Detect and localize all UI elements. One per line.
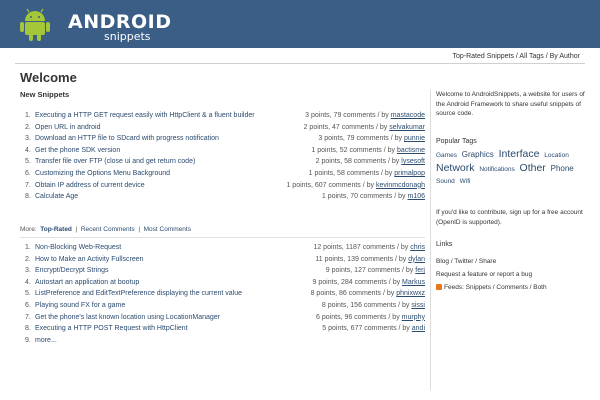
new-snippets-heading: New Snippets xyxy=(20,90,70,99)
snippet-title-link[interactable]: How to Make an Activity Fullscreen xyxy=(35,255,144,263)
snippet-stats: 5 points, 677 comments / by xyxy=(322,325,412,333)
snippet-meta xyxy=(311,288,425,300)
snippet-row xyxy=(20,191,425,203)
tag-link[interactable]: Other xyxy=(519,162,546,174)
tabs-divider xyxy=(20,237,425,238)
snippet-title-link[interactable]: Executing a HTTP POST Request with HttpClient xyxy=(35,325,188,333)
snippet-stats: 1 points, 58 comments / by xyxy=(308,169,395,177)
nav-by-author[interactable]: By Author xyxy=(549,53,580,60)
snippet-stats: 6 points, 96 comments / by xyxy=(316,313,402,321)
new-snippets-list xyxy=(20,110,425,203)
feeds-label: Feeds: Snippets / Comments / Both xyxy=(444,284,547,291)
tag-link[interactable]: Interface xyxy=(498,148,540,160)
row-number: 1. xyxy=(25,244,31,251)
snippet-meta xyxy=(316,156,425,168)
row-number: 3. xyxy=(25,135,31,143)
snippet-row xyxy=(20,168,425,180)
sidebar-links xyxy=(436,255,586,294)
snippet-title-link[interactable]: Non-Blocking Web-Request xyxy=(35,244,122,251)
nav-separator: / xyxy=(543,53,550,60)
android-robot-icon xyxy=(20,8,50,42)
snippet-meta xyxy=(305,110,425,122)
contribute-text: If you'd like to contribute, sign up for a free account (OpenID is supported). xyxy=(436,209,583,226)
snippet-row xyxy=(20,254,425,266)
snippet-stats: 12 points, 1187 comments / by xyxy=(313,244,411,251)
author-link[interactable]: bactisme xyxy=(396,146,425,154)
row-number: 7. xyxy=(25,313,31,321)
more-tabs xyxy=(20,226,191,233)
snippet-stats: 8 points, 86 comments / by xyxy=(310,290,397,298)
top-navigation xyxy=(452,53,580,60)
snippet-row xyxy=(20,156,425,168)
row-number: 5. xyxy=(25,290,31,298)
snippet-stats: 1 points, 70 comments / by xyxy=(321,193,408,201)
more-label: More: xyxy=(20,226,37,233)
site-logo[interactable] xyxy=(20,8,172,43)
snippet-stats: 1 points, 607 comments / by xyxy=(286,181,376,189)
snippet-row xyxy=(20,300,425,312)
author-link[interactable]: m106 xyxy=(407,193,425,201)
author-link[interactable]: chris xyxy=(410,244,425,251)
row-number: 6. xyxy=(25,169,31,177)
snippet-stats: 11 points, 139 comments / by xyxy=(315,255,409,263)
snippet-row xyxy=(20,145,425,157)
snippet-meta xyxy=(309,168,425,180)
snippet-meta xyxy=(316,312,425,324)
snippet-meta xyxy=(311,145,425,157)
row-number: 7. xyxy=(25,181,31,189)
snippet-stats: 9 points, 127 comments / by xyxy=(325,267,416,275)
tab-top-rated[interactable]: Top-Rated xyxy=(40,226,72,233)
snippet-title-link[interactable]: Playing sound FX for a game xyxy=(35,301,126,309)
author-link[interactable]: lysesoft xyxy=(401,158,425,166)
author-link[interactable]: selvakumar xyxy=(389,123,425,131)
row-number: 4. xyxy=(25,146,31,154)
tag-link[interactable]: Sound xyxy=(436,178,455,185)
snippet-row xyxy=(20,312,425,324)
snippet-stats: 3 points, 79 comments / by xyxy=(318,135,404,143)
snippet-title-link[interactable]: ListPreference and EditTextPreference displaying the current value xyxy=(35,290,243,298)
row-number: 2. xyxy=(25,255,31,263)
snippet-row xyxy=(20,180,425,192)
snippet-meta xyxy=(322,191,425,203)
author-link[interactable]: punnie xyxy=(403,135,425,143)
author-link[interactable]: ferj xyxy=(415,267,425,275)
snippet-meta xyxy=(313,242,425,254)
snippet-meta xyxy=(318,133,425,145)
snippet-row xyxy=(20,335,425,347)
snippet-stats: 8 points, 156 comments / by xyxy=(321,301,412,309)
row-number: 8. xyxy=(25,193,31,201)
snippet-title-link[interactable]: Executing a HTTP GET request easily with HttpClient & a fluent builder xyxy=(35,112,255,119)
author-link[interactable]: andi xyxy=(411,325,425,333)
top-rated-list xyxy=(20,242,425,346)
sidebar xyxy=(436,90,586,291)
snippet-meta xyxy=(315,254,425,266)
snippet-row xyxy=(20,288,425,300)
row-number: 2. xyxy=(25,123,31,131)
tab-separator: | xyxy=(75,226,78,233)
snippet-row xyxy=(20,265,425,277)
page-title: Welcome xyxy=(20,70,77,85)
links-heading: Links xyxy=(436,241,453,248)
tab-recent-comments[interactable]: Recent Comments xyxy=(80,226,135,233)
snippet-title-link[interactable]: more... xyxy=(35,336,57,344)
tag-link[interactable]: Phone xyxy=(550,164,574,173)
popular-tags-heading: Popular Tags xyxy=(436,138,477,145)
nav-all-tags[interactable]: All Tags xyxy=(519,53,544,60)
snippet-title-link[interactable]: Download an HTTP file to SDcard with progress notification xyxy=(35,135,219,143)
snippet-stats: 2 points, 58 comments / by xyxy=(315,158,402,166)
sidebar-intro: Welcome to AndroidSnippets, a website for users of the Android Framework to share useful snippets of source code. xyxy=(436,91,585,117)
snippet-title-link[interactable]: Calculate Age xyxy=(35,193,79,201)
snippet-meta xyxy=(304,122,425,134)
tag-link[interactable]: Network xyxy=(436,162,475,174)
snippet-row xyxy=(20,133,425,145)
snippet-title-link[interactable]: Obtain IP address of current device xyxy=(35,181,145,189)
author-link[interactable]: phnixwxz xyxy=(396,290,425,298)
snippet-stats: 9 points, 284 comments / by xyxy=(312,278,403,286)
snippet-title-link[interactable]: Autostart an application at bootup xyxy=(35,278,140,286)
snippet-row xyxy=(20,323,425,335)
snippet-row xyxy=(20,242,425,254)
author-link[interactable]: Markus xyxy=(402,278,425,286)
author-link[interactable]: mastacode xyxy=(390,112,425,119)
logo-subtitle: snippets xyxy=(104,30,151,43)
row-number: 9. xyxy=(25,336,31,344)
author-link[interactable]: murphy xyxy=(401,313,425,321)
nav-top-rated-snippets[interactable]: Top-Rated Snippets xyxy=(452,53,514,60)
site-header xyxy=(0,0,600,48)
row-number: 4. xyxy=(25,278,31,286)
snippet-meta xyxy=(322,323,425,335)
snippet-row xyxy=(20,277,425,289)
nav-separator: / xyxy=(513,53,520,60)
snippet-title-link[interactable]: Open URL in android xyxy=(35,123,101,131)
rss-feed-icon xyxy=(436,284,442,290)
snippet-row xyxy=(20,122,425,134)
snippet-meta xyxy=(286,180,425,192)
row-number: 8. xyxy=(25,325,31,333)
tag-link[interactable]: Notifications xyxy=(479,166,515,173)
snippet-meta xyxy=(326,265,425,277)
tag-cloud xyxy=(436,148,586,188)
author-link[interactable]: dylan xyxy=(408,255,425,263)
row-number: 1. xyxy=(25,112,31,119)
header-divider xyxy=(15,63,585,64)
snippet-meta xyxy=(322,300,425,312)
row-number: 5. xyxy=(25,158,31,166)
tab-most-comments[interactable]: Most Comments xyxy=(143,226,191,233)
tag-link[interactable]: Graphics xyxy=(461,150,494,159)
author-link[interactable]: primalpop xyxy=(394,169,425,177)
tag-link[interactable]: Location xyxy=(544,152,569,159)
row-number: 6. xyxy=(25,301,31,309)
tag-link[interactable]: Games xyxy=(436,152,457,159)
snippet-stats: 1 points, 52 comments / by xyxy=(311,146,397,154)
snippet-title-link[interactable]: Encrypt/Decrypt Strings xyxy=(35,267,109,275)
snippet-meta xyxy=(313,277,425,289)
logo-wordmark: ANDROID xyxy=(68,11,172,33)
author-link[interactable]: sissi xyxy=(411,301,425,309)
tab-separator: | xyxy=(138,226,141,233)
snippet-title-link[interactable]: Transfer file over FTP (close ui and get return code) xyxy=(35,158,196,166)
link-feeds[interactable] xyxy=(436,281,586,294)
link-blog-twitter-share[interactable]: Blog / Twitter / Share xyxy=(436,258,497,265)
column-divider xyxy=(430,90,431,390)
snippet-title-link[interactable]: Get the phone's last known location using LocationManager xyxy=(35,313,221,321)
snippet-title-link[interactable]: Get the phone SDK version xyxy=(35,146,121,154)
snippet-title-link[interactable]: Customizing the Options Menu Background xyxy=(35,169,171,177)
tag-link[interactable]: Wifi xyxy=(459,178,471,185)
snippet-row xyxy=(20,110,425,122)
main-content xyxy=(20,90,425,344)
snippet-stats: 2 points, 47 comments / by xyxy=(303,123,390,131)
author-link[interactable]: kevinmcdonagh xyxy=(375,181,425,189)
row-number: 3. xyxy=(25,267,31,275)
link-request-feature[interactable]: Request a feature or report a bug xyxy=(436,271,533,278)
snippet-stats: 3 points, 79 comments / by xyxy=(305,112,391,119)
